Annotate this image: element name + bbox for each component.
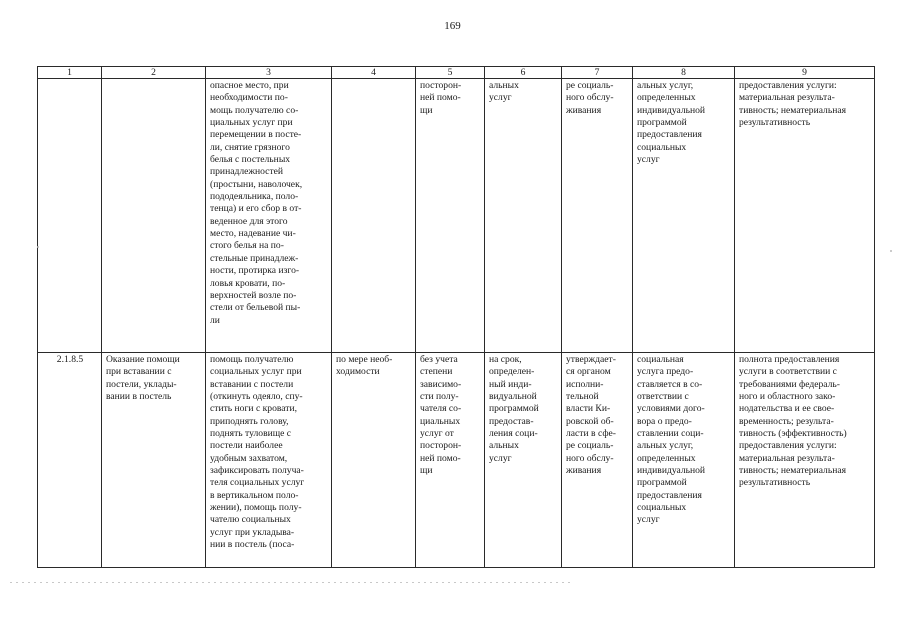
table-cell: ре социаль- ного обслу- живания: [562, 79, 633, 353]
table-cell: альных услуг, определенных индивидуальной программой предоставления социальных услуг: [633, 79, 735, 353]
column-number-row: [38, 67, 875, 79]
column-number: 4: [332, 67, 416, 79]
column-number: 8: [633, 67, 735, 79]
service-code-cell: 2.1.8.5: [38, 353, 102, 568]
services-table: [37, 66, 875, 568]
table-cell: социальная услуга предо- ставляется в со- ответствии с условиями дого- вора о предо- ставлении соци- альных услуг, определенных индивидуальной программой предоставления социальных услуг: [633, 353, 735, 568]
scan-noise: [10, 582, 570, 583]
column-number: 7: [562, 67, 633, 79]
scan-speck: [890, 250, 892, 252]
table-cell: предоставления услуги: материальная результа- тивность; нематериальная результативность: [735, 79, 875, 353]
column-number: 5: [416, 67, 485, 79]
service-name-cell: Оказание помощи при вставании с постели, уклады- вании в постель: [102, 353, 206, 568]
table-cell: по мере необ- ходимости: [332, 353, 416, 568]
table-cell: помощь получателю социальных услуг при вставании с постели (откинуть одеяло, спу- стить ноги с кровати, приподнять голову, поднять туловище с постели наиболее удобным захватом, зафиксировать получа- теля социальных услуг в вертикальном поло- жении), помощь полу- чателю социальных услуг при укладыва- нии в постель (поса-: [206, 353, 332, 568]
table-cell: полнота предоставления услуги в соответствии с требованиями федераль- ного и областного зако- нодательства и ее свое- временность; результа- тивность (эффективность) предоставления услуги: материальная результа- тивность; нематериальная результативность: [735, 353, 875, 568]
table-cell: утверждает- ся органом исполни- тельной власти Ки- ровской об- ласти в сфе- ре социаль- ного обслу- живания: [562, 353, 633, 568]
table-cell: [332, 79, 416, 353]
column-number: 2: [102, 67, 206, 79]
table-cell: [38, 79, 102, 353]
table-row: [38, 79, 875, 353]
table-cell: на срок, определен- ный инди- видуальной программой предостав- ления соци- альных услуг: [485, 353, 562, 568]
column-number: 9: [735, 67, 875, 79]
column-number: 3: [206, 67, 332, 79]
table-cell: без учета степени зависимо- сти полу- чателя со- циальных услуг от посторон- ней помо- щи: [416, 353, 485, 568]
column-number: 6: [485, 67, 562, 79]
table-cell: [102, 79, 206, 353]
table-cell: опасное место, при необходимости по- мощь получателю со- циальных услуг при перемещении в посте- ли, снятие грязного белья с постельных принадлежностей (простыни, наволочек, пододеяльника, поло- тенца) и его сбор в от- веденное для этого место, надевание чи- стого белья на по- стельные принадлеж- ности, протирка изго- ловья кровати, по- верхностей возле по- стели от бельевой пы- ли: [206, 79, 332, 353]
table-row: [38, 353, 875, 568]
scan-speck: [37, 246, 39, 248]
table-cell: посторон- ней помо- щи: [416, 79, 485, 353]
column-number: 1: [38, 67, 102, 79]
page-number: 169: [444, 20, 461, 32]
table-cell: альных услуг: [485, 79, 562, 353]
